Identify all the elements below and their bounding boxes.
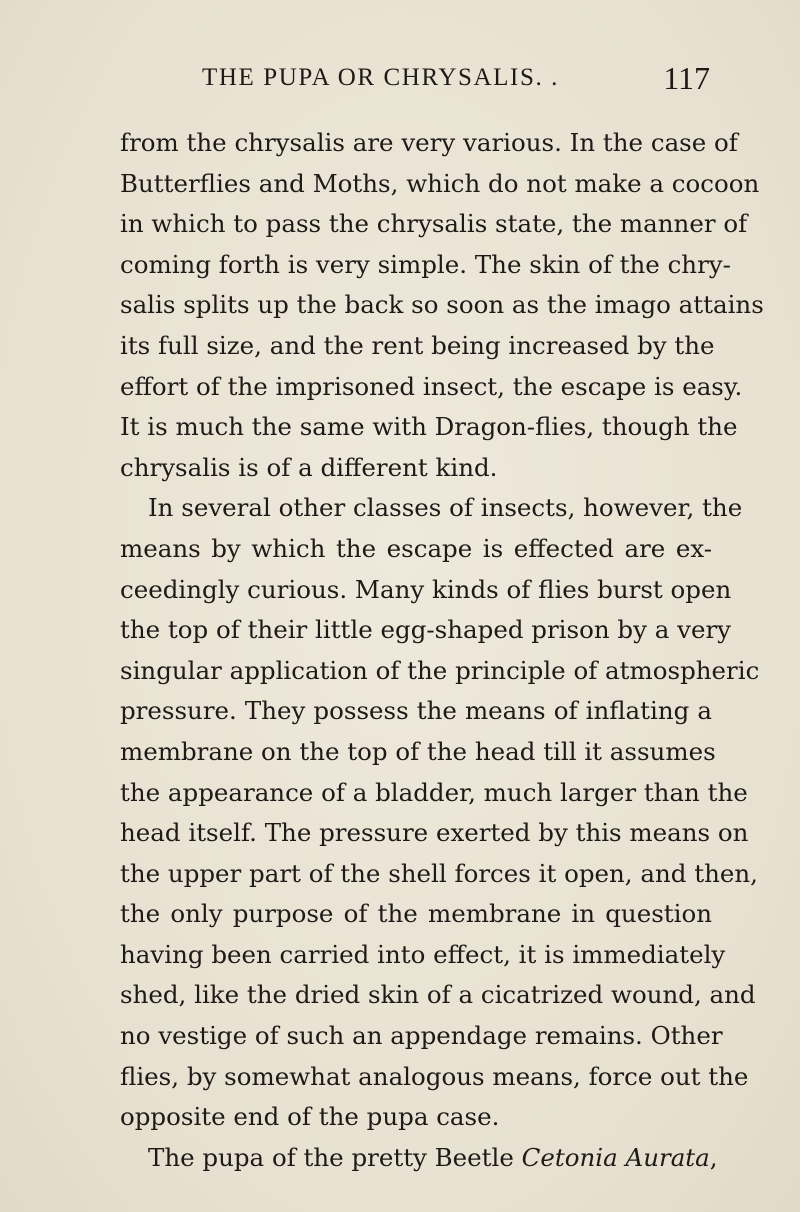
final-text-line bbox=[120, 1138, 718, 1179]
text-line: the appearance of a bladder, much larger than the bbox=[120, 777, 748, 807]
text-line: no vestige of such an appendage remains. Other bbox=[120, 1021, 723, 1051]
text-line: having been carried into effect, it is immediately bbox=[120, 939, 726, 969]
text-line: It is much the same with Dragon-flies, though the bbox=[120, 412, 738, 442]
species-name: Cetonia Aurata bbox=[521, 1142, 710, 1172]
text-line: the upper part of the shell forces it open, and then, bbox=[120, 858, 758, 888]
text-line: chrysalis is of a different kind. bbox=[120, 452, 498, 482]
text-line: ceedingly curious. Many kinds of flies burst open bbox=[120, 574, 732, 604]
body-text bbox=[120, 123, 764, 1178]
final-line-punctuation: , bbox=[709, 1142, 718, 1172]
text-line: shed, like the dried skin of a cicatrized wound, and bbox=[120, 980, 756, 1010]
text-line: in which to pass the chrysalis state, the manner of bbox=[120, 209, 748, 239]
text-line: its full size, and the rent being increased by the bbox=[120, 330, 715, 360]
text-line: singular application of the principle of atmospheric bbox=[120, 655, 760, 685]
text-line: means by which the escape is effected are ex- bbox=[120, 533, 712, 563]
text-line: In several other classes of insects, however, the bbox=[148, 493, 743, 523]
text-line: the top of their little egg-shaped prison by a very bbox=[120, 615, 732, 645]
text-line: from the chrysalis are very various. In the case of bbox=[120, 128, 738, 157]
text-line: membrane on the top of the head till it assumes bbox=[120, 736, 716, 766]
text-line: flies, by somewhat analogous means, force out the bbox=[120, 1061, 749, 1091]
text-line: pressure. They possess the means of inflating a bbox=[120, 696, 712, 726]
page-header bbox=[120, 58, 710, 98]
text-line: opposite end of the pupa case. bbox=[120, 1102, 500, 1132]
text-line: salis splits up the back so soon as the imago attains bbox=[120, 290, 764, 320]
text-line: head itself. The pressure exerted by this means on bbox=[120, 818, 749, 848]
final-line-text: The pupa of the pretty Beetle bbox=[148, 1142, 514, 1172]
text-line: Butterflies and Moths, which do not make a cocoon bbox=[120, 168, 760, 198]
text-line: effort of the imprisoned insect, the escape is easy. bbox=[120, 371, 743, 401]
text-line: coming forth is very simple. The skin of the chry- bbox=[120, 249, 731, 279]
text-line: the only purpose of the membrane in question bbox=[120, 899, 712, 929]
page-number: 117 bbox=[663, 60, 710, 96]
running-head: THE PUPA OR CHRYSALIS. . bbox=[202, 64, 560, 91]
